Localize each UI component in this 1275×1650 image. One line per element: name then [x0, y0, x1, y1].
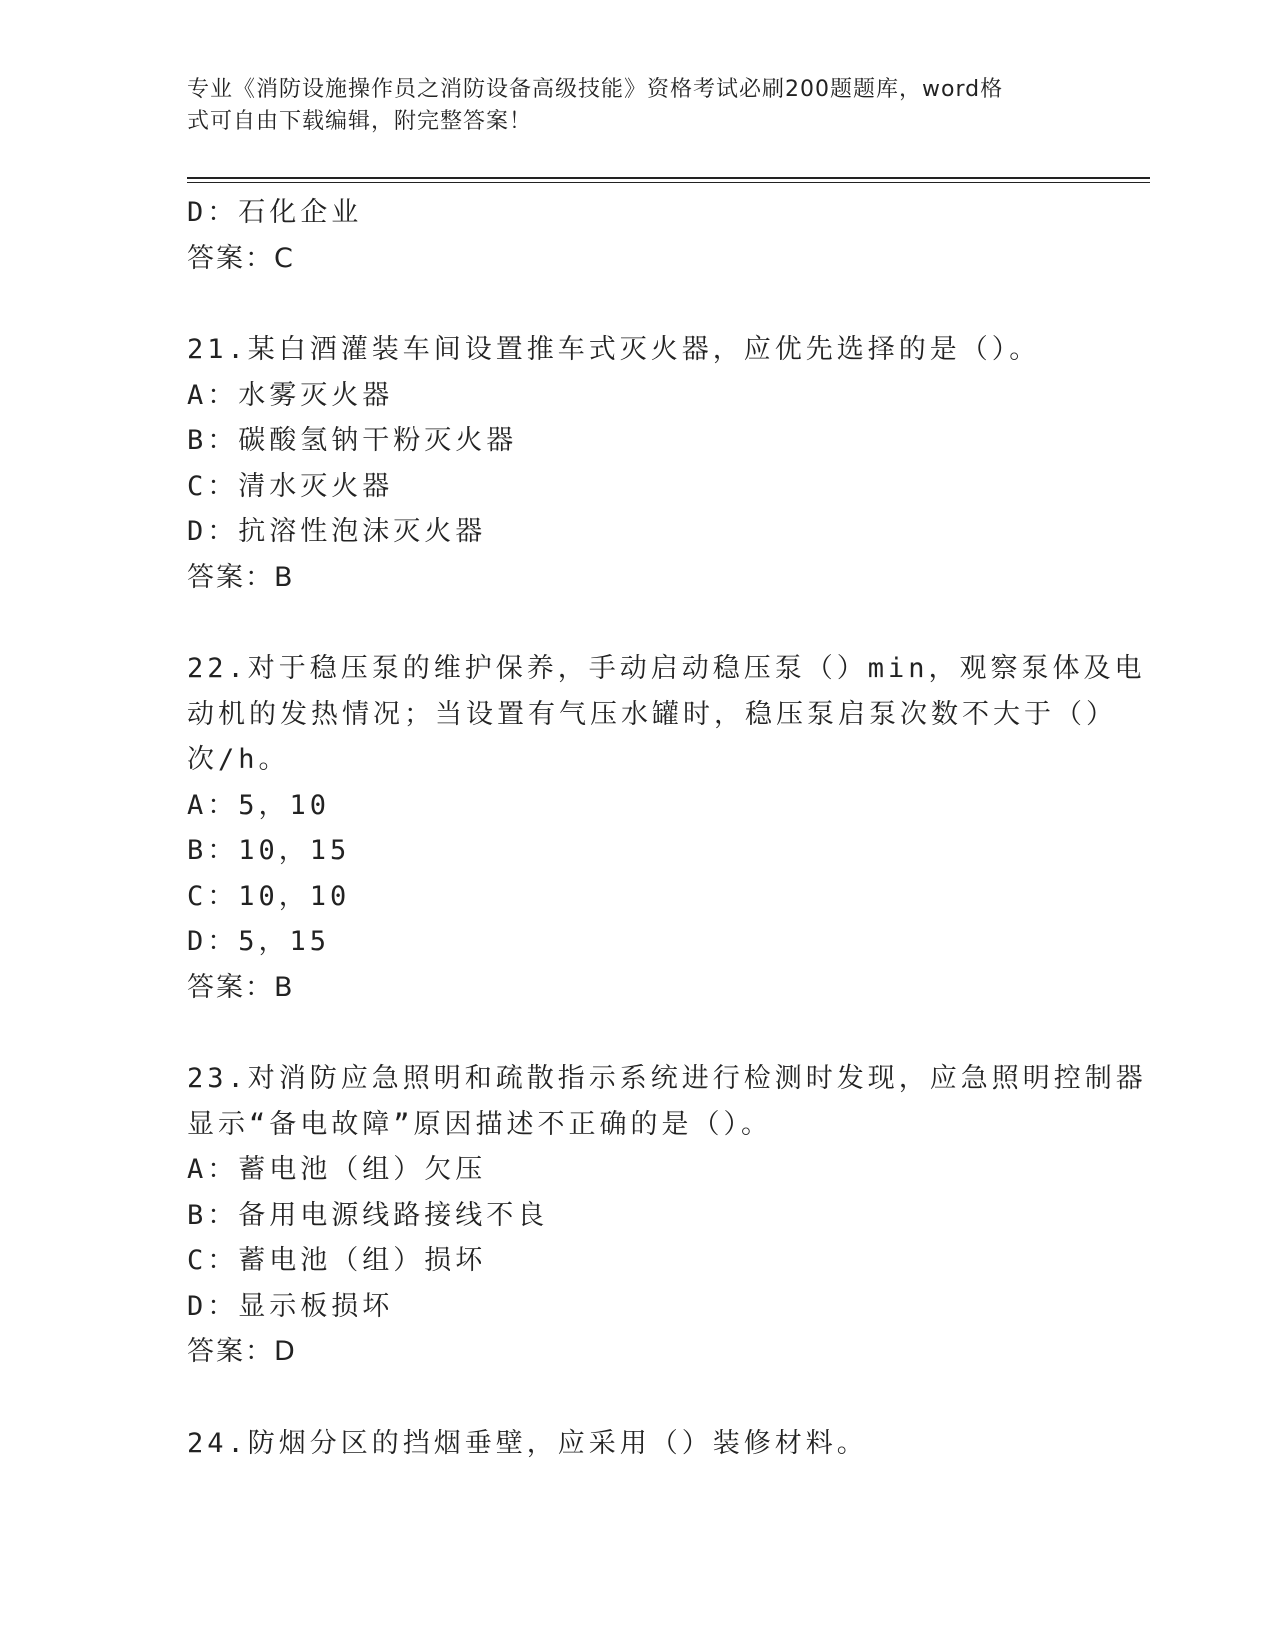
answer-line: 答案：B	[187, 561, 295, 593]
question-stem: 22.对于稳压泵的维护保养，手动启动稳压泵（）min，观察泵体及电	[187, 653, 1146, 684]
question-24	[187, 1421, 1087, 1467]
option-d: D：石化企业	[187, 197, 363, 228]
question-stem: 动机的发热情况；当设置有气压水罐时，稳压泵启泵次数不大于（）	[187, 698, 1117, 730]
answer-line: 答案：B	[187, 971, 295, 1003]
option-a: A：5，10	[187, 789, 331, 821]
header-line-2: 式可自由下载编辑，附完整答案！	[187, 109, 533, 134]
question-stem: 显示“备电故障”原因描述不正确的是（）。	[187, 1108, 773, 1140]
question-stem: 23.对消防应急照明和疏散指示系统进行检测时发现，应急照明控制器	[187, 1063, 1147, 1094]
answer-line: 答案：D	[187, 1336, 297, 1367]
header-line-1: 专业《消防设施操作员之消防设备高级技能》资格考试必刷200题题库，word格	[187, 77, 1004, 102]
option-a: A：蓄电池（组）欠压	[187, 1154, 487, 1185]
question-stem: 24.防烟分区的挡烟垂壁，应采用（）装修材料。	[187, 1427, 868, 1459]
answer-line: 答案：C	[187, 242, 295, 274]
option-d: D：抗溶性泡沫灭火器	[187, 516, 487, 547]
header-divider-thick	[187, 177, 1150, 179]
question-23	[187, 1056, 1147, 1375]
option-b: B：10，15	[187, 835, 351, 866]
question-stem: 次/h。	[187, 744, 290, 775]
option-c: C：10，10	[187, 880, 351, 912]
option-b: B：备用电源线路接线不良	[187, 1199, 549, 1231]
option-c: C：蓄电池（组）损坏	[187, 1245, 487, 1276]
question-list	[187, 190, 1147, 1466]
option-b: B：碳酸氢钠干粉灭火器	[187, 425, 518, 456]
option-d: D：显示板损坏	[187, 1290, 394, 1322]
question-22	[187, 646, 1146, 1010]
document-header	[187, 74, 1067, 138]
question-stem: 21.某白酒灌装车间设置推车式灭火器，应优先选择的是（）。	[187, 334, 1041, 365]
option-a: A：水雾灭火器	[187, 379, 394, 411]
question-21	[187, 327, 1087, 600]
option-d: D：5，15	[187, 926, 331, 957]
header-divider-thin	[187, 182, 1150, 183]
option-c: C：清水灭火器	[187, 470, 394, 502]
